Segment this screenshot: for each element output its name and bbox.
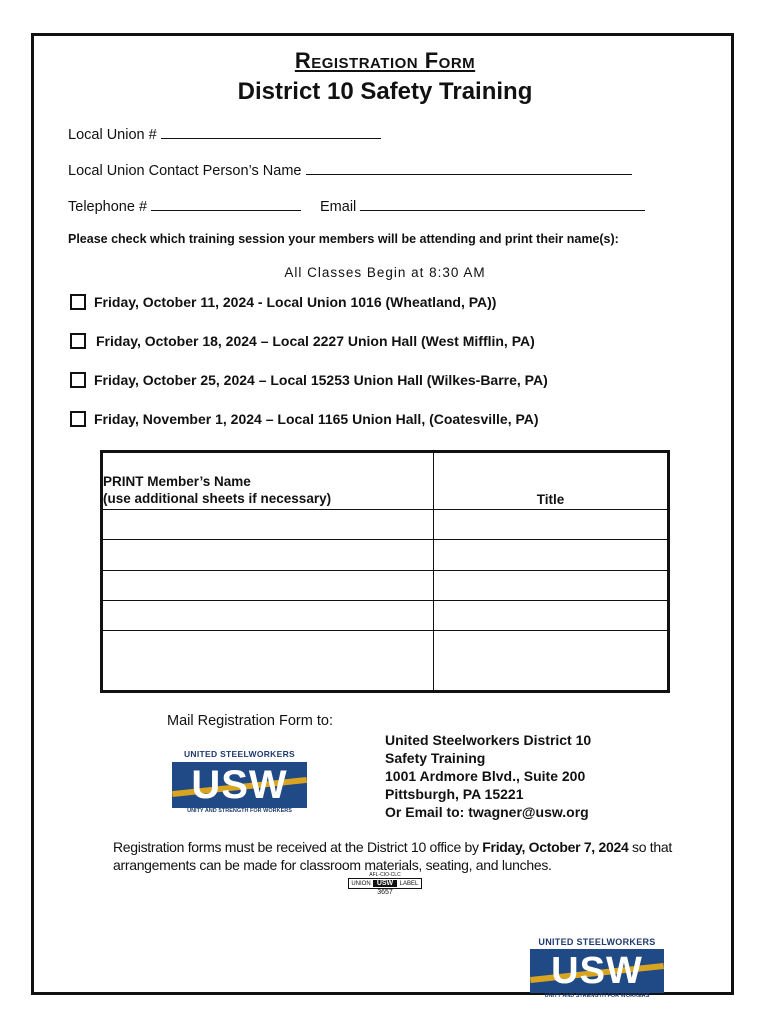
note-suffix: so that	[628, 839, 672, 855]
session-label: Friday, October 11, 2024 - Local Union 1016 (Wheatland, PA))	[94, 294, 497, 310]
form-title: Registration Form	[294, 48, 476, 73]
logo-main-text: USW	[172, 762, 307, 808]
form-subtitle: District 10 Safety Training	[237, 78, 533, 105]
local-union-blank[interactable]	[161, 126, 381, 139]
union-bug-top: AFL-CIO-CLC	[369, 872, 401, 878]
mail-label: Mail Registration Form to:	[167, 713, 333, 729]
members-table	[100, 450, 670, 693]
email-field[interactable]	[320, 198, 645, 215]
logo-top-text: UNITED STEELWORKERS	[538, 937, 656, 947]
telephone-label: Telephone #	[68, 199, 148, 215]
table-row	[102, 540, 669, 570]
logo-tagline: UNITY AND STRENGTH FOR WORKERS	[187, 808, 292, 814]
local-union-label: Local Union #	[68, 127, 157, 143]
session-label: Friday, October 25, 2024 – Local 15253 Union Hall (Wilkes-Barre, PA)	[94, 372, 548, 388]
name-cell[interactable]	[102, 600, 434, 630]
session-option[interactable]	[70, 333, 535, 349]
union-bug-row	[348, 878, 422, 889]
mail-address	[385, 731, 591, 821]
name-column-header	[102, 452, 434, 510]
address-line: 1001 Ardmore Blvd., Suite 200	[385, 768, 586, 784]
session-checkbox[interactable]	[70, 333, 86, 349]
session-option[interactable]	[70, 372, 548, 388]
table-row	[102, 510, 669, 540]
address-email-line: Or Email to: twagner@usw.org	[385, 804, 589, 820]
title-cell[interactable]	[434, 631, 669, 692]
email-label: Email	[320, 199, 357, 215]
session-checkbox[interactable]	[70, 372, 86, 388]
deadline-note	[113, 838, 672, 874]
name-cell[interactable]	[102, 510, 434, 540]
session-option[interactable]	[70, 411, 539, 427]
name-header-line1: PRINT Member’s Name	[103, 474, 251, 489]
table-row	[102, 631, 669, 692]
union-bug-left: UNION	[351, 880, 371, 887]
title-cell[interactable]	[434, 600, 669, 630]
usw-logo-footer	[530, 937, 664, 999]
contact-person-blank[interactable]	[306, 162, 632, 175]
title-cell[interactable]	[434, 540, 669, 570]
name-cell[interactable]	[102, 570, 434, 600]
name-cell[interactable]	[102, 540, 434, 570]
title-cell[interactable]	[434, 510, 669, 540]
address-line: Safety Training	[385, 750, 486, 766]
union-bug-middle: USW	[373, 880, 397, 887]
session-option[interactable]	[70, 294, 496, 310]
table-row	[102, 570, 669, 600]
title-column-header: Title	[434, 452, 669, 510]
email-blank[interactable]	[360, 198, 645, 211]
begin-time: All Classes Begin at 8:30 AM	[284, 265, 486, 280]
title-cell[interactable]	[434, 570, 669, 600]
table-header-row	[102, 452, 669, 510]
table-row	[102, 600, 669, 630]
session-label: Friday, November 1, 2024 – Local 1165 Union Hall, (Coatesville, PA)	[94, 411, 539, 427]
address-line: United Steelworkers District 10	[385, 732, 592, 748]
name-cell[interactable]	[102, 631, 434, 692]
logo-main-text: USW	[530, 949, 664, 993]
logo-top-text: UNITED STEELWORKERS	[183, 749, 295, 759]
session-checkbox[interactable]	[70, 411, 86, 427]
session-checkbox[interactable]	[70, 294, 86, 310]
usw-logo	[172, 749, 307, 814]
name-header-line2: (use additional sheets if necessary)	[103, 491, 332, 506]
note-prefix: Registration forms must be received at the District 10 office by	[113, 839, 483, 855]
logo-tagline: UNITY AND STRENGTH FOR WORKERS	[544, 993, 650, 999]
union-bug-right: LABEL	[399, 880, 419, 887]
note-deadline: Friday, October 7, 2024	[482, 839, 629, 855]
session-label: Friday, October 18, 2024 – Local 2227 Union Hall (West Mifflin, PA)	[96, 333, 535, 349]
contact-person-field[interactable]	[68, 162, 632, 179]
contact-person-label: Local Union Contact Person’s Name	[68, 163, 302, 179]
telephone-blank[interactable]	[151, 198, 301, 211]
instructions: Please check which training session your members will be attending and print their name(s):	[68, 232, 619, 246]
note-line2: arrangements can be made for classroom materials, seating, and lunches.	[113, 857, 552, 873]
union-bug-number: 3657	[377, 889, 393, 896]
union-bug	[348, 872, 422, 896]
telephone-field[interactable]	[68, 198, 301, 215]
local-union-field[interactable]	[68, 126, 381, 143]
address-line: Pittsburgh, PA 15221	[385, 786, 524, 802]
